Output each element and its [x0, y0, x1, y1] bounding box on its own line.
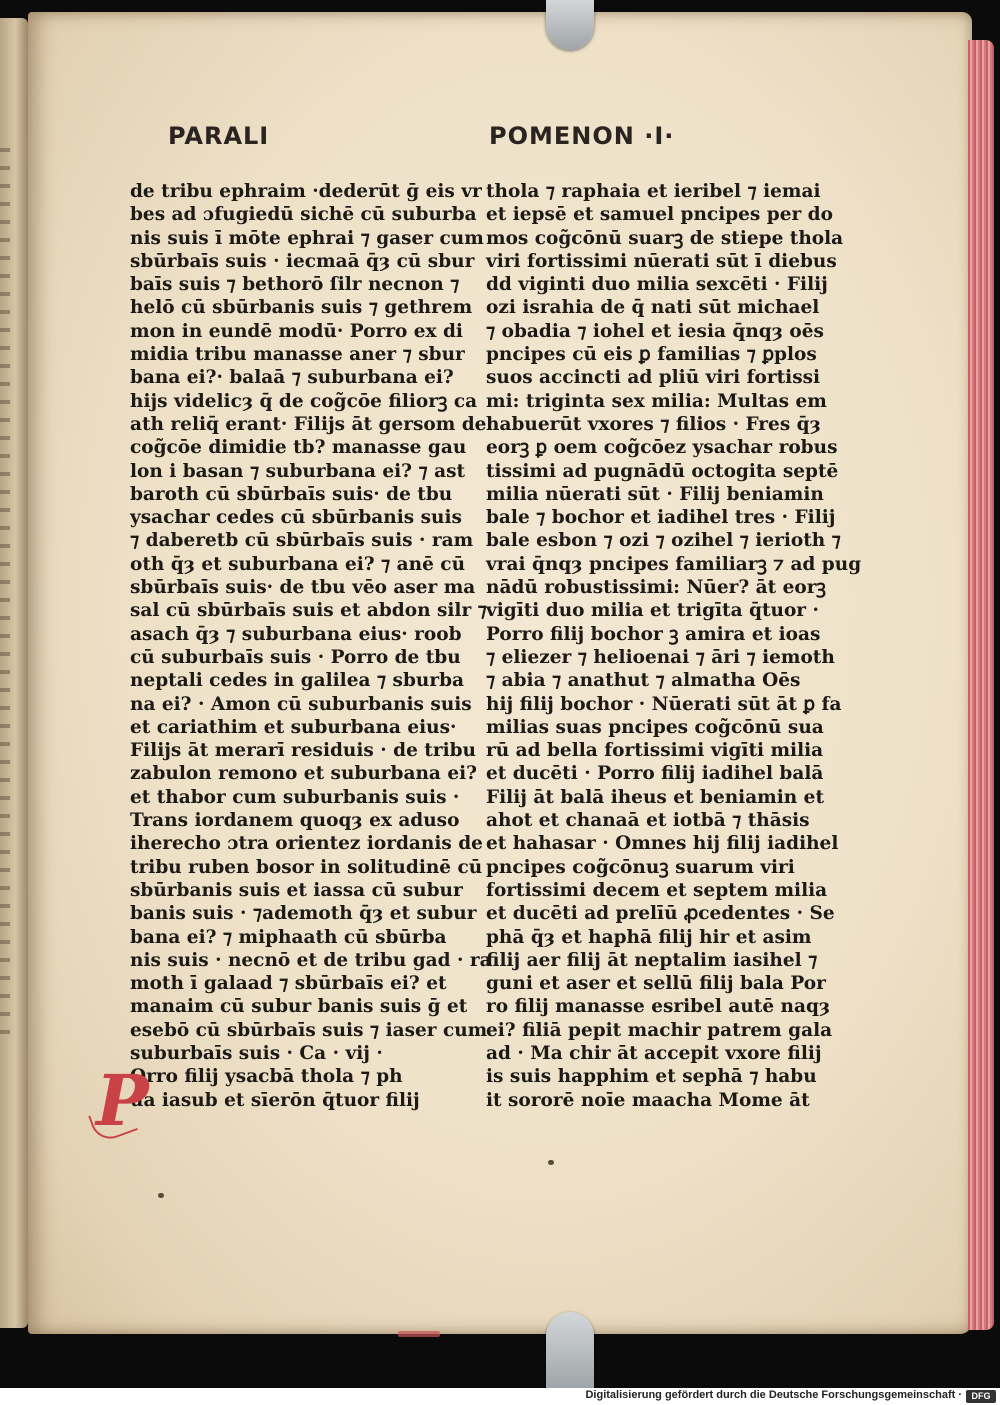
text-line: Porro filij bochor ꝫ amira et ioas: [486, 623, 821, 645]
text-line: esebō cū sbūrbaīs suis ⁊ iaser cum: [130, 1019, 488, 1041]
page-clip-top: [546, 0, 594, 50]
ink-spot: [548, 1160, 554, 1165]
text-line: sbūrbanis suis et iassa cū subur: [130, 879, 463, 901]
text-line: et ducēti ad prelīū ꝓcedentes · Se: [486, 903, 835, 925]
text-line: baīs suis ⁊ bethorō ſilr necnon ⁊: [130, 274, 460, 296]
text-line: tribu ruben bosor in solitudinē cū: [130, 856, 483, 878]
text-line: Orro filij ysacbā thola ⁊ ph: [130, 1066, 403, 1088]
text-line: na ei? · Amon cū suburbanis suis: [130, 693, 472, 715]
text-line: Filij āt balā iheus et beniamin et: [486, 786, 824, 808]
text-line: ⁊ obadia ⁊ iohel et iesia q̄nqȝ oēs: [486, 320, 824, 342]
text-line: dd viginti duo milia sexcēti · Filij: [486, 274, 828, 296]
facing-page-edge: [0, 18, 28, 1328]
text-line: bana ei? ⁊ miphaath cū sbūrba: [130, 926, 447, 948]
text-line: de tribu ephraim ·dederūt ḡ eis vr: [130, 181, 482, 202]
dfg-logo: DFG: [966, 1390, 996, 1403]
text-line: hij filij bochor · Nūerati sūt āt ꝑ fa: [486, 693, 842, 715]
text-line: Filijs āt merarī residuis · de tribu: [130, 740, 476, 762]
text-line: neptali cedes in galilea ⁊ sburba: [130, 670, 465, 692]
text-line: pncipes cū eis ꝑ familias ⁊ ꝑplos: [486, 344, 817, 366]
text-line: ad · Ma chir āt accepit vxore filij: [486, 1042, 822, 1064]
text-line: ahot et chanaā et iotbā ⁊ thāsis: [486, 810, 810, 832]
text-line: it sororē noīe maacha Mome āt: [486, 1089, 810, 1111]
running-head-right: POMENON ·I·: [489, 122, 675, 150]
text-line: rū ad bella fortissimi vigīti milia: [486, 740, 824, 762]
text-line: ozi israhia de q̄ nati sūt michael: [486, 297, 820, 319]
text-line: et thabor cum suburbanis suis ·: [130, 786, 460, 808]
text-line: suburbaīs suis · Ca · vij ·: [130, 1042, 383, 1064]
text-line: pncipes cog̃cōnuꝫ suarum viri: [486, 856, 795, 878]
text-line: oth q̄ȝ et suburbana ei? ⁊ anē cū: [130, 553, 466, 575]
text-line: ro filij manasse esribel autē naqȝ: [486, 996, 831, 1018]
text-line: vrai q̄nqȝ pncipes familiarꝫ ⁊ ad pug: [486, 553, 862, 575]
text-line: bana ei?· balaā ⁊ suburbana ei?: [130, 367, 454, 389]
text-line: ath reliq̄ erant· Filijs āt gersom de: [130, 413, 487, 435]
text-line: filij aer filij āt neptalim iasihel ⁊: [486, 949, 818, 971]
text-line: viri fortissimi nūerati sūt ī diebus: [486, 250, 837, 272]
page-clip-bottom: [546, 1312, 594, 1388]
text-line: sbūrbaīs suis · iecmaā q̄ȝ cū sbur: [130, 250, 475, 272]
text-line: guni et aser et sellū filij bala Por: [486, 973, 826, 995]
text-line: eorꝫ ꝑ oem cog̃cōez ysachar robus: [486, 437, 838, 459]
text-line: thola ⁊ raphaia et ieribel ⁊ iemai: [486, 181, 821, 202]
text-column-left: [130, 180, 492, 1112]
text-line: vigīti duo milia et trigīta q̄tuor ·: [486, 600, 819, 622]
rubricated-initial: P: [96, 1059, 149, 1142]
text-line: milias suas pncipes cog̃cōnū sua: [486, 716, 824, 738]
running-head-left: PARALI: [168, 122, 270, 150]
text-line: hijs videlicȝ q̄ de cog̃cōe filiorꝫ ca: [130, 390, 478, 412]
text-line: is suis happhim et sephā ⁊ habu: [486, 1066, 817, 1088]
text-line: tissimi ad pugnādū octogita septē: [486, 460, 839, 482]
ink-spot: [158, 1193, 164, 1198]
text-line: Trans iordanem quoqȝ ex aduso: [130, 810, 460, 832]
text-line: manaim cū subur banis suis ḡ et: [130, 996, 468, 1018]
text-line: mon in eundē modū· Porro ex di: [130, 320, 463, 342]
text-line: habuerūt vxores ⁊ filios · Fres q̄ȝ: [486, 413, 821, 435]
text-line: zabulon remono et suburbana ei?: [130, 763, 477, 785]
text-line: iherecho ɔtra orientez iordanis de: [130, 833, 483, 855]
text-line: suos accincti ad pliū viri fortissi: [486, 367, 821, 389]
text-line: cog̃cōe dimidie tb? manasse gau: [130, 437, 467, 459]
text-line: mos cog̃cōnū suarꝫ de stiepe thola: [486, 227, 844, 249]
text-line: et cariathim et suburbana eius·: [130, 716, 457, 738]
text-line: nādū robustissimi: Nūer? āt eorꝫ: [486, 577, 826, 599]
text-line: banis suis · ⁊ademoth q̄ȝ et subur: [130, 903, 477, 925]
text-line: ⁊ eliezer ⁊ helioenai ⁊ āri ⁊ iemoth: [486, 646, 835, 668]
text-line: nis suis · necnō et de tribu gad · ra: [130, 949, 492, 971]
text-line: phā q̄ȝ et haphā filij hir et asim: [486, 926, 812, 948]
text-line: sal cū sbūrbaīs suis et abdon silr ⁊: [130, 600, 487, 622]
text-line: milia nūerati sūt · Filij beniamin: [486, 483, 824, 505]
text-line: nis suis ī mōte ephrai ⁊ gaser cum: [130, 227, 484, 249]
text-line: moth ī galaad ⁊ sbūrbaīs ei? et: [130, 973, 447, 995]
text-line: helō cū sbūrbanis suis ⁊ gethrem: [130, 297, 473, 319]
text-line: midia tribu manasse aner ⁊ sbur: [130, 344, 465, 366]
text-line: asach q̄ȝ ⁊ suburbana eius· roob: [130, 623, 462, 645]
text-line: ⁊ daberetb cū sbūrbaīs suis · ram: [130, 530, 474, 552]
red-fore-edge: [968, 40, 994, 1330]
text-line: baroth cū sbūrbaīs suis· de tbu: [130, 483, 453, 505]
text-line: ua iasub et sīerōn q̄tuor filij: [130, 1089, 420, 1111]
text-line: fortissimi decem et septem milia: [486, 879, 828, 901]
text-column-right: [486, 180, 862, 1112]
text-line: ysachar cedes cū sbūrbanis suis: [130, 507, 462, 529]
text-line: ei? filiā pepit machir patrem gala: [486, 1019, 833, 1041]
red-bottom-mark: [398, 1331, 440, 1337]
text-line: et ducēti · Porro filij iadihel balā: [486, 763, 824, 785]
text-line: lon i basan ⁊ suburbana ei? ⁊ ast: [130, 460, 466, 482]
text-line: bale ⁊ bochor et iadihel tres · Filij: [486, 507, 836, 529]
text-line: bes ad ɔfugiedū sichē cū suburba: [130, 204, 477, 226]
text-line: bale esbon ⁊ ozi ⁊ ozihel ⁊ ierioth ⁊: [486, 530, 841, 552]
text-line: ⁊ abia ⁊ anathut ⁊ almatha Oēs: [486, 670, 801, 692]
text-line: sbūrbaīs suis· de tbu vēo aser ma: [130, 577, 476, 599]
text-line: mi: triginta sex milia: Multas em: [486, 390, 827, 412]
text-line: et hahasar · Omnes hij filij iadihel: [486, 833, 839, 855]
text-line: et iepsē et samuel pncipes per do: [486, 204, 833, 226]
footer-credit: Digitalisierung gefördert durch die Deutsche Forschungsgemeinschaft ·: [585, 1389, 962, 1401]
text-line: cū suburbaīs suis · Porro de tbu: [130, 646, 461, 668]
